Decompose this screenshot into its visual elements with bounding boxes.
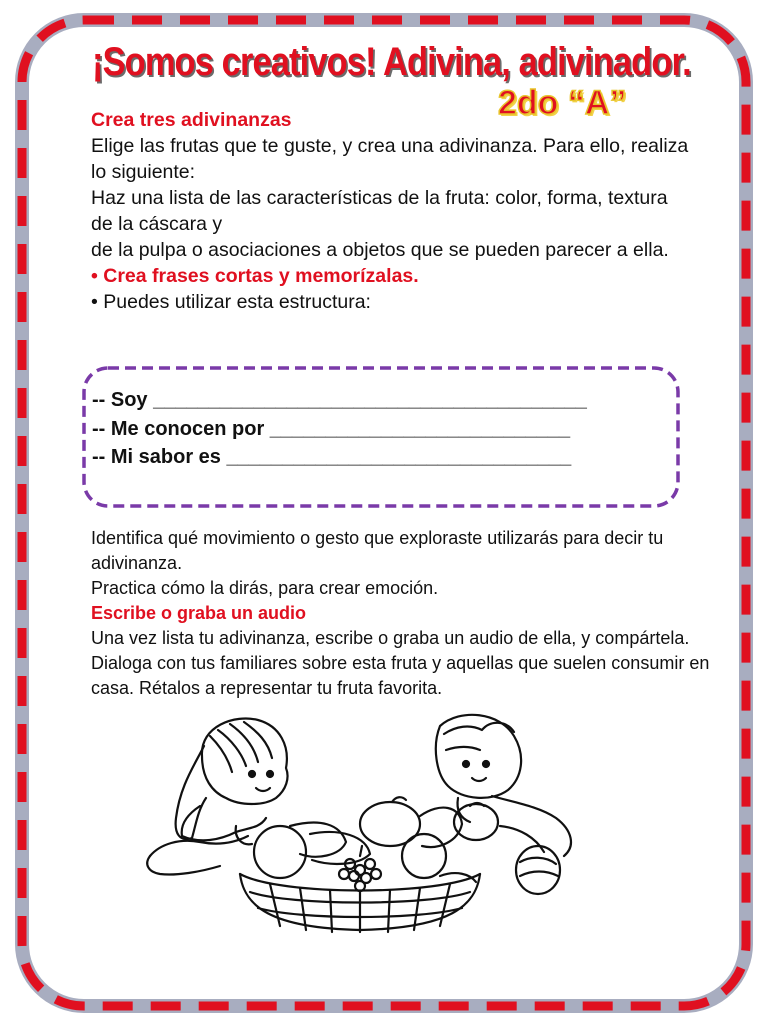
girl-drawing <box>147 719 287 875</box>
children-with-fruit-basket-drawing-icon <box>140 706 610 936</box>
section2-line2: Practica cómo la dirás, para crear emoción. <box>91 578 439 598</box>
section-instructions <box>91 107 691 315</box>
template-line-me-conocen: -- Me conocen por ___________________________ <box>92 417 571 440</box>
fruit-basket-drawing <box>240 797 480 932</box>
section1-heading: Crea tres adivinanzas <box>91 109 292 131</box>
template-box <box>92 386 652 472</box>
section1-line1: Elige las frutas que te guste, y crea una adivinanza. Para ello, realiza lo siguiente: <box>91 135 689 183</box>
page-title: ¡Somos creativos! Adivina, adivinador. <box>92 40 691 84</box>
section1-line2: Haz una lista de las características de la fruta: color, forma, textura de la cáscara y <box>91 187 668 235</box>
section1-line3: de la pulpa o asociaciones a objetos que se pueden parecer a ella. <box>91 239 669 261</box>
section1-bullet1: • Crea frases cortas y memorízalas. <box>91 265 419 287</box>
template-line-soy: -- Soy _______________________________________ <box>92 389 587 411</box>
boy-drawing <box>436 715 571 894</box>
section2-line1: Identifica qué movimiento o gesto que exploraste utilizarás para decir tu adivinanza. <box>91 528 664 573</box>
section-practice <box>91 526 711 701</box>
class-subtitle: 2do “A” <box>498 84 627 122</box>
section2-heading: Escribe o graba un audio <box>91 603 307 623</box>
section2-line3: Una vez lista tu adivinanza, escribe o graba un audio de ella, y compártela. Dialoga con tus familiares sobre esta fruta y aquellas que suelen consumir en casa. Rétalos a representar tu fruta favorita. <box>91 628 710 698</box>
template-line-mi-sabor: -- Mi sabor es _______________________________ <box>92 446 572 468</box>
section1-bullet2: • Puedes utilizar esta estructura: <box>91 291 371 313</box>
